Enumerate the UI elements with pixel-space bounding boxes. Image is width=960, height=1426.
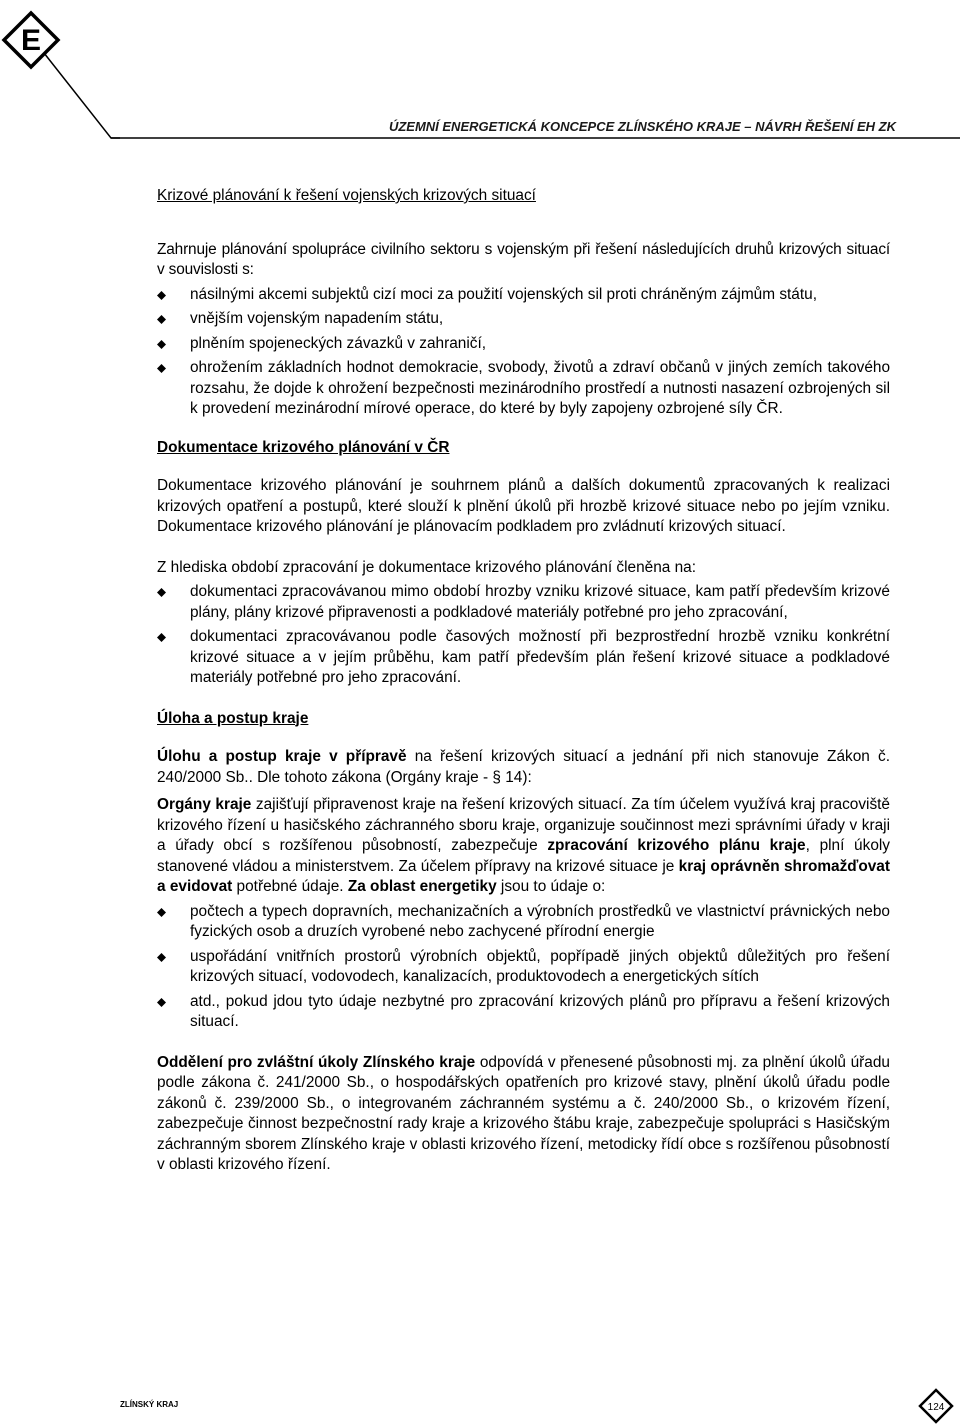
list-item: vnějším vojenským napadením státu, bbox=[157, 309, 890, 330]
list-item: plněním spojeneckých závazků v zahraničí, bbox=[157, 334, 890, 355]
section3-para2: Orgány kraje zajišťují připravenost kraje na řešení krizových situací. Za tím účelem využívá kraj pracoviště krizového řízení u hasičského záchranného sboru kraje, organizuje součinnost mezi správními úřady v kraji a úřady obcí s rozšířenou působností, zabezpečuje zpracování krizového plánu kraje, plní úkoly stanovené vládou a ministerstvem. Za účelem přípravy na krizové situace je kraj oprávněn shromažďovat a evidovat potřebné údaje. Za oblast energetiky jsou to údaje o: bbox=[157, 796, 890, 895]
diamond-bullet-icon bbox=[157, 364, 166, 373]
list-item: dokumentaci zpracovávanou mimo období hrozby vzniku krizové situace, kam patří především krizové plány, plány krizové připravenosti a podkladové materiály potřebné pro jeho zpracování, bbox=[157, 582, 890, 623]
diamond-bullet-icon bbox=[157, 315, 166, 324]
diamond-bullet-icon bbox=[157, 953, 166, 962]
diamond-bullet-icon bbox=[157, 908, 166, 917]
section2-list bbox=[157, 582, 890, 689]
section3-list bbox=[157, 902, 890, 1033]
diamond-bullet-icon bbox=[157, 588, 166, 597]
list-item: násilnými akcemi subjektů cizí moci za použití vojenských sil proti chráněným zájmům státu, bbox=[157, 285, 890, 306]
section3-para1: Úlohu a postup kraje v přípravě na řešení krizových situací a jednání při nich stanovuje Zákon č. 240/2000 Sb.. Dle tohoto zákona (Orgány kraje - § 14): bbox=[157, 748, 890, 786]
section2-para1: Dokumentace krizového plánování je souhrnem plánů a dalších dokumentů zpracovaných k realizaci krizových opatření a postupů, které slouží k plnění úkolů při hrozbě krizové situace nebo po jejím vzniku. Dokumentace krizového plánování je plánovacím podkladem pro zvládnutí krizových situací. bbox=[157, 477, 890, 535]
section2-heading: Dokumentace krizového plánování v ČR bbox=[157, 438, 450, 456]
diamond-bullet-icon bbox=[157, 633, 166, 642]
list-item: uspořádání vnitřních prostorů výrobních objektů, popřípadě jiných objektů důležitých pro řešení krizových situací, vodovodech, kanalizacích, produktovodech a energetických sítích bbox=[157, 947, 890, 988]
footer-region-label: ZLÍNSKÝ KRAJ bbox=[120, 1400, 179, 1409]
document-body bbox=[157, 186, 890, 1176]
list-item: ohrožením základních hodnot demokracie, svobody, životů a zdraví občanů v jiných zemích takového rozsahu, že dojde k ohrožení bezpečnosti mezinárodního prostředí a nutnosti nasazení ozbrojených sil k provedení mezinárodní mírové operace, do které by byly zapojeny ozbrojené síly ČR. bbox=[157, 358, 890, 420]
logo-letter: E bbox=[20, 24, 42, 57]
page-number: 124 bbox=[927, 1402, 945, 1413]
diamond-bullet-icon bbox=[157, 291, 166, 300]
section1-list bbox=[157, 285, 890, 420]
header-title: ÚZEMNÍ ENERGETICKÁ KONCEPCE ZLÍNSKÉHO KRAJE – NÁVRH ŘEŠENÍ EH ZK bbox=[388, 119, 896, 134]
diamond-bullet-icon bbox=[157, 340, 166, 349]
page-number-badge bbox=[918, 1388, 954, 1424]
list-item: atd., pokud jdou tyto údaje nezbytné pro zpracování krizových plánů pro přípravu a řešení krizových situací. bbox=[157, 992, 890, 1033]
list-item: počtech a typech dopravních, mechanizačních a výrobních prostředků ve vlastnictví právnických nebo fyzických osob a druzích vyrobené nebo zachycené přírodní energie bbox=[157, 902, 890, 943]
list-item: dokumentaci zpracovávanou podle časových možností při bezprostřední hrozbě vzniku konkrétní krizové situace a v jejím průběhu, kam patří především plán řešení krizové situace a podkladové materiály potřebné pro jeho zpracování. bbox=[157, 627, 890, 689]
section3-para3: Oddělení pro zvláštní úkoly Zlínského kraje odpovídá v přenesené působnosti mj. za plnění úkolů úřadu podle zákona č. 241/2000 Sb., o hospodářských opatřeních pro krizové stavy, plnění úkolů úřadu podle zákonů č. 239/2000 Sb., o integrovaném záchranném systému a č. 240/2000 Sb., o krizovém řízení, zabezpečuje činnost bezpečnostní rady kraje a krizového štábu kraje, zabezpečuje spolupráci s Hasičským záchranným sborem Zlínského kraje v oblasti krizového řízení, metodicky řídí obce s rozšířenou působností v oblasti krizového řízení. bbox=[157, 1053, 890, 1173]
section1-intro: Zahrnuje plánování spolupráce civilního sektoru s vojenským při řešení následujících druhů krizových situací v souvislosti s: bbox=[157, 240, 890, 278]
diamond-bullet-icon bbox=[157, 998, 166, 1007]
section3-heading: Úloha a postup kraje bbox=[157, 709, 309, 727]
section2-para2: Z hlediska období zpracování je dokumentace krizového plánování členěna na: bbox=[157, 558, 697, 576]
section1-heading: Krizové plánování k řešení vojenských krizových situací bbox=[157, 187, 536, 204]
